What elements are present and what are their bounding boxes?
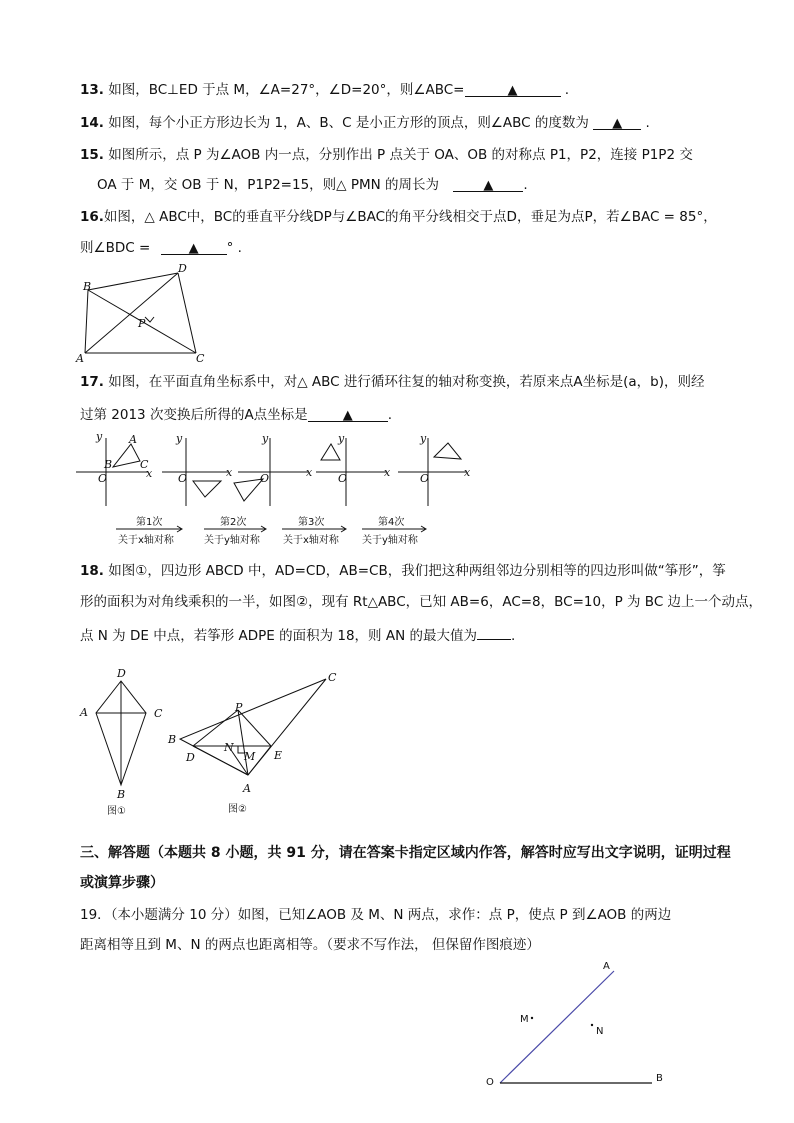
question-text: 如图，在平面直角坐标系中，对△ ABC 进行循环往复的轴对称变换，若原来点A坐标是(a，b)，则经 (108, 374, 705, 390)
answer-marker-icon: ▲ (342, 408, 353, 423)
q16-figure (70, 262, 220, 366)
question-19-line-2 (80, 935, 540, 955)
axis-y-label: y (96, 430, 103, 443)
label-C: C (140, 458, 149, 471)
label-A: A (129, 433, 137, 446)
point-N-icon (591, 1024, 593, 1026)
q17-figure (76, 430, 476, 550)
question-number: 17. (80, 374, 104, 390)
answer-blank[interactable] (453, 175, 523, 192)
step-4-bottom: 关于y轴对称 (362, 535, 418, 546)
question-end: . (523, 177, 528, 193)
question-text: 如图，△ ABC中，BC的垂直平分线DP与∠BAC的角平分线相交于点D，垂足为点P，若∠BAC = 85°， (103, 209, 717, 225)
label-B: B (104, 458, 113, 471)
question-end: . (564, 82, 570, 98)
axis-y-label: y (262, 432, 269, 445)
section-heading-line-1: 三、解答题（本题共 8 小题，共 91 分，请在答案卡指定区域内作答，解答时应写出文字说明，证明过程 (80, 845, 731, 861)
label-N: N (596, 1026, 604, 1037)
answer-blank[interactable] (465, 80, 561, 97)
question-15-line-1 (80, 145, 693, 165)
point-M-icon (531, 1017, 533, 1019)
section-heading-line-2: 或演算步骤） (80, 875, 164, 891)
question-number: 13. (80, 82, 104, 98)
origin-label: O (260, 472, 270, 485)
question-text: 点 N 为 DE 中点，若筝形 ADPE 的面积为 18，则 AN 的最大值为 (80, 628, 477, 644)
fig2-label-P: P (235, 701, 243, 714)
q18-figures (76, 668, 366, 818)
fig2-label-M: M (244, 750, 256, 763)
step-1-bottom: 关于x轴对称 (118, 535, 174, 546)
question-18-line-3 (80, 623, 515, 646)
question-19-line-1 (80, 905, 671, 925)
fig1-label-B: B (117, 788, 126, 801)
axis-x-label: x (384, 466, 391, 479)
origin-label: O (338, 472, 348, 485)
step-4-top: 第4次 (378, 517, 405, 528)
question-14 (80, 113, 650, 133)
axis-x-label: x (146, 467, 153, 480)
answer-marker-icon: ▲ (483, 178, 494, 193)
question-13 (80, 80, 569, 100)
axis-y-label: y (176, 432, 183, 445)
question-18-line-1 (80, 561, 726, 581)
fig2-label-D: D (186, 751, 195, 764)
question-number: 18. (80, 563, 104, 579)
axis-x-label: x (226, 466, 233, 479)
q19-figure (480, 955, 680, 1095)
question-end: . (387, 407, 392, 423)
fig1-label-A: A (80, 706, 88, 719)
question-text: 则∠BDC = (80, 240, 151, 256)
question-number: 19． (80, 907, 111, 923)
question-text: 如图，BC⊥ED 于点 M，∠A=27°，∠D=20°，则∠ABC= (108, 82, 465, 98)
answer-blank[interactable] (593, 113, 641, 130)
answer-blank[interactable] (161, 238, 227, 255)
question-text: 如图①，四边形 ABCD 中，AD=CD，AB=CB，我们把这种两组邻边分别相等的四边形叫做“筝形”，筝 (108, 563, 726, 579)
question-text: OA 于 M，交 OB 于 N，P1P2=15，则△ PMN 的周长为 (97, 177, 440, 193)
step-3-top: 第3次 (298, 517, 325, 528)
fig2-label-A: A (243, 782, 251, 795)
question-end: ° . (226, 240, 242, 256)
fig1-label-C: C (154, 707, 163, 720)
question-text: 如图，每个小正方形边长为 1，A、B、C 是小正方形的顶点，则∠ABC 的度数为 (108, 115, 589, 131)
label-M: M (520, 1014, 529, 1025)
label-B: B (656, 1073, 663, 1084)
label-O: O (486, 1077, 494, 1088)
axis-y-label: y (338, 432, 345, 445)
step-1-top: 第1次 (136, 517, 163, 528)
question-text: 距离相等且到 M、N 的两点也距离相等。（要求不写作法， 但保留作图痕迹） (80, 937, 540, 953)
label-P: P (138, 317, 146, 330)
label-D: D (178, 262, 187, 275)
question-number: 16. (80, 209, 104, 225)
label-A: A (603, 961, 610, 972)
answer-blank[interactable] (308, 405, 388, 422)
fig2-label-C: C (328, 671, 337, 684)
question-text: 形的面积为对角线乘积的一半，如图②，现有 Rt△ABC，已知 AB=6，AC=8，BC=10，P 为 BC 边上一个动点， (80, 594, 763, 610)
step-3-bottom: 关于x轴对称 (283, 535, 339, 546)
question-16-line-2 (80, 238, 242, 258)
question-18-line-2 (80, 592, 762, 612)
question-number: 15. (80, 147, 104, 163)
question-text: 过第 2013 次变换后所得的A点坐标是 (80, 407, 308, 423)
question-16-line-1 (80, 207, 717, 227)
question-17-line-2 (80, 405, 392, 425)
step-2-top: 第2次 (220, 517, 247, 528)
question-15-line-2 (97, 175, 528, 195)
fig2-label-B: B (168, 733, 177, 746)
question-text: （本小题满分 10 分）如图，已知∠AOB 及 M、N 两点，求作：点 P，使点 P 到∠AOB 的两边 (110, 907, 672, 923)
answer-marker-icon: ▲ (507, 83, 518, 98)
question-end: . (510, 628, 516, 644)
answer-marker-icon: ▲ (612, 116, 623, 131)
question-text: 如图所示，点 P 为∠AOB 内一点，分别作出 P 点关于 OA、OB 的对称点 P1，P2，连接 P1P2 交 (108, 147, 693, 163)
origin-label: O (420, 472, 430, 485)
axis-y-label: y (420, 432, 427, 445)
axis-x-label: x (306, 466, 313, 479)
question-end: . (645, 115, 650, 131)
label-C: C (196, 352, 205, 365)
origin-label: O (98, 472, 108, 485)
fig1-caption: 图① (107, 806, 126, 817)
label-B: B (83, 280, 92, 293)
axis-x-label: x (464, 466, 471, 479)
answer-marker-icon: ▲ (188, 241, 199, 256)
answer-blank[interactable] (477, 623, 511, 640)
origin-label: O (178, 472, 188, 485)
fig2-label-E: E (274, 749, 283, 762)
step-2-bottom: 关于y轴对称 (204, 535, 260, 546)
fig1-label-D: D (117, 667, 126, 680)
question-number: 14. (80, 115, 104, 131)
question-17-line-1 (80, 372, 704, 392)
fig2-label-N: N (224, 741, 234, 754)
fig2-caption: 图② (228, 804, 247, 815)
label-A: A (76, 352, 84, 365)
